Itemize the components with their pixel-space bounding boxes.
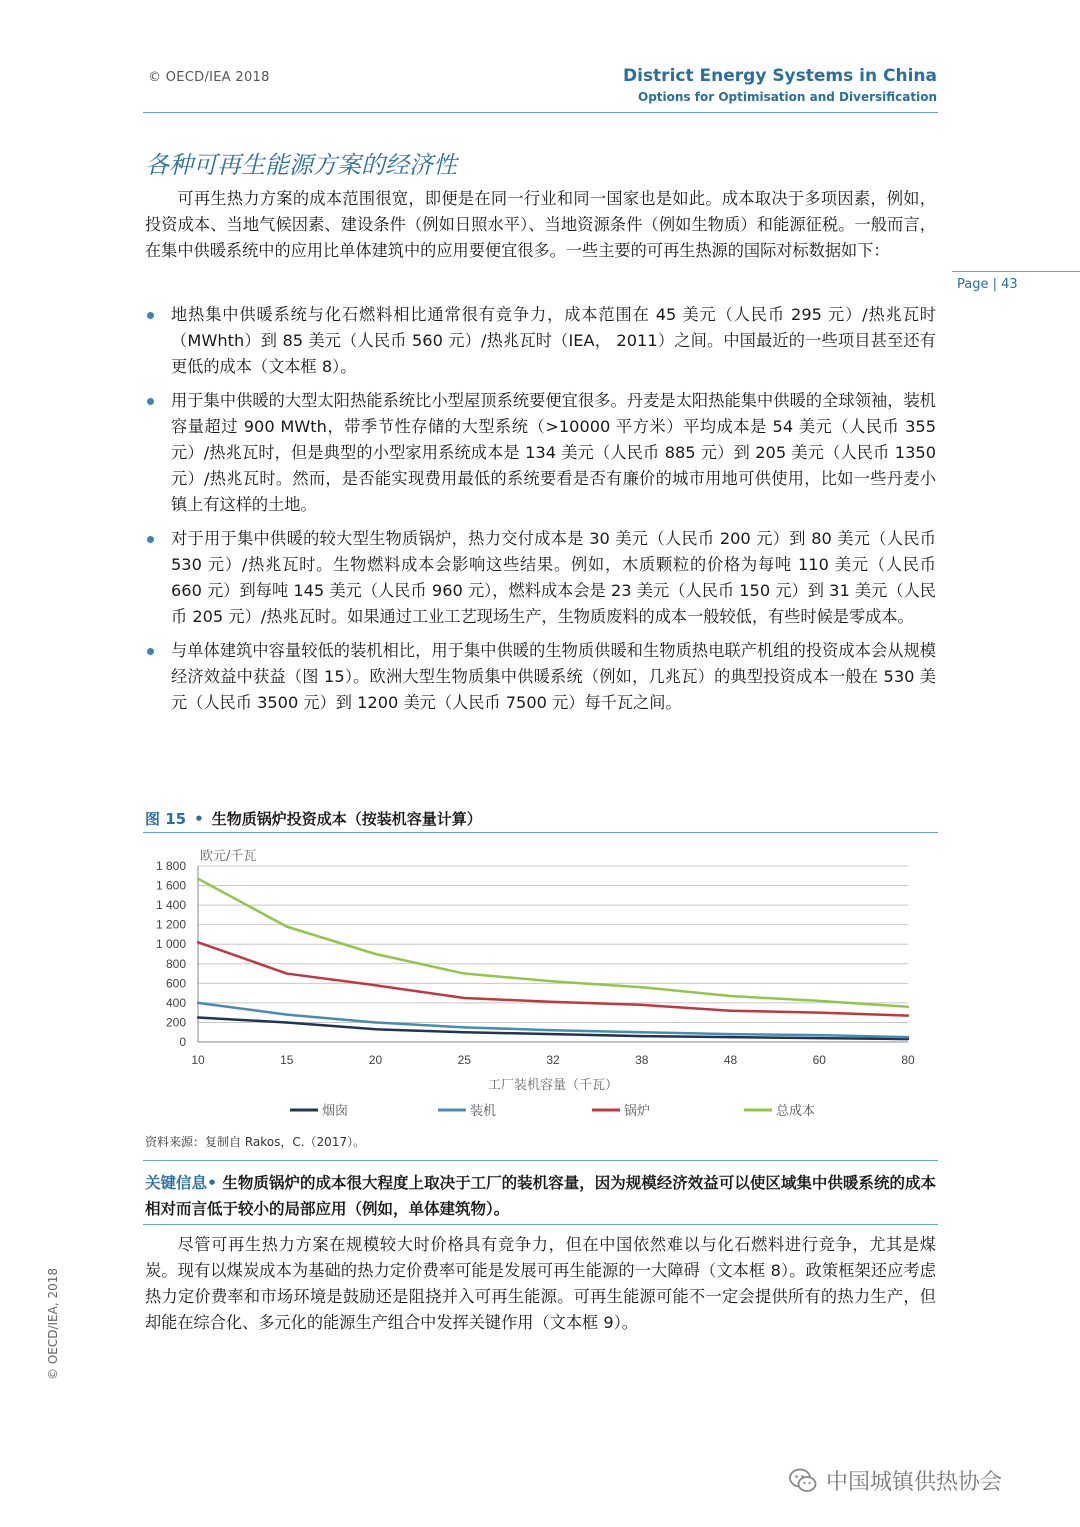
x-tick-label: 80 bbox=[901, 1053, 915, 1067]
bullet-text: 用于集中供暖的大型太阳热能系统比小型屋顶系统要便宜很多。丹麦是太阳热能集中供暖的全球领袖，装机容量超过 900 MWth，带季节性存储的大型系统（>10000 平方米）平均成本是 54 美元（人民币 355 元）/热兆瓦时，但是典型的小型家用系统成本是 134 美元（人民币 885 元）到 205 美元（人民币 1350 元）/热兆瓦时。然而，是否能实现费用最低的系统要看是否有廉价的城市用地可供使用，比如一些丹麦小镇上有这样的土地。 bbox=[171, 391, 936, 514]
header-divider bbox=[143, 112, 938, 113]
data-point bbox=[374, 1028, 376, 1030]
y-tick-label: 1 000 bbox=[155, 937, 186, 952]
side-copyright: © OECD/IEA, 2018 bbox=[46, 1267, 60, 1380]
x-tick-label: 25 bbox=[457, 1053, 471, 1067]
figure-caption bbox=[145, 808, 482, 829]
data-point bbox=[641, 1031, 643, 1033]
data-point bbox=[197, 1002, 199, 1004]
key-message-divider-top bbox=[143, 1160, 938, 1161]
figure-separator: • bbox=[194, 810, 204, 828]
data-point bbox=[286, 1021, 288, 1023]
x-tick-label: 32 bbox=[546, 1053, 560, 1067]
data-point bbox=[197, 1016, 199, 1018]
watermark bbox=[788, 1465, 1002, 1496]
section-title: 各种可再生能源方案的经济性 bbox=[145, 151, 457, 179]
series-line-1 bbox=[198, 1003, 908, 1037]
data-point bbox=[374, 1021, 376, 1023]
key-message bbox=[145, 1170, 936, 1222]
source-note: 资料来源：复制自 Rakos，C.（2017）。 bbox=[145, 1135, 366, 1149]
y-axis-label: 欧元/千瓦 bbox=[200, 849, 257, 864]
key-message-text: 生物质锅炉的成本很大程度上取决于工厂的装机容量，因为规模经济效益可以使区域集中供暖系统的成本相对而言低于较小的局部应用（例如，单体建筑物）。 bbox=[145, 1174, 936, 1218]
data-point bbox=[552, 1033, 554, 1035]
data-point bbox=[197, 941, 199, 943]
figure-number: 图 15 bbox=[145, 810, 187, 828]
wechat-icon bbox=[788, 1466, 818, 1496]
bullet-text: 对于用于集中供暖的较大型生物质锅炉，热力交付成本是 30 美元（人民币 200 元）到 80 美元（人民币 530 元）/热兆瓦时。生物燃料成本会影响这些结果。例如，木质颗粒的价格为每吨 110 美元（人民币 660 元）到每吨 145 美元（人民币 960 元），燃料成本会是 23 美元（人民币 150 元）到 31 美元（人民币 205 元）/热兆瓦时。如果通过工业工艺现场生产，生物质废料的成本一般较低，有些时候是零成本。 bbox=[171, 529, 936, 626]
y-tick-label: 200 bbox=[165, 1015, 186, 1030]
y-tick-label: 400 bbox=[165, 995, 186, 1010]
data-point bbox=[818, 1034, 820, 1036]
x-tick-label: 48 bbox=[723, 1053, 738, 1067]
figure-title: 生物质锅炉投资成本（按装机容量计算） bbox=[211, 810, 482, 828]
figure-divider bbox=[143, 832, 938, 833]
x-axis-label: 工厂装机容量（千瓦） bbox=[487, 1078, 619, 1093]
bullet-text: 地热集中供暖系统与化石燃料相比通常很有竞争力，成本范围在 45 美元（人民币 295 元）/热兆瓦时（MWhth）到 85 美元（人民币 560 元）/热兆瓦时（IEA， 2011）之间。中国最近的一些项目甚至还有更低的成本（文本框 8）。 bbox=[171, 305, 936, 376]
bullet-dot-icon bbox=[147, 648, 154, 655]
page-divider bbox=[952, 271, 1080, 272]
y-tick-label: 600 bbox=[165, 976, 186, 991]
legend-label: 烟囱 bbox=[322, 1104, 349, 1119]
data-point bbox=[552, 1001, 554, 1003]
data-point bbox=[729, 1033, 731, 1035]
watermark-text: 中国城镇供热协会 bbox=[826, 1470, 1003, 1495]
x-tick-label: 10 bbox=[191, 1053, 205, 1067]
bullet-dot-icon bbox=[147, 312, 154, 319]
data-point bbox=[463, 1026, 465, 1028]
data-point bbox=[729, 1036, 731, 1038]
x-tick-label: 60 bbox=[812, 1053, 826, 1067]
data-point bbox=[374, 953, 376, 955]
x-tick-label: 38 bbox=[635, 1053, 649, 1067]
key-message-label: 关键信息 bbox=[145, 1174, 208, 1192]
data-point bbox=[197, 878, 199, 880]
legend-label: 装机 bbox=[470, 1104, 497, 1119]
key-message-divider-bottom bbox=[143, 1224, 938, 1225]
y-tick-label: 1 800 bbox=[155, 859, 186, 873]
x-tick-label: 20 bbox=[368, 1053, 383, 1067]
page-number: Page | 43 bbox=[957, 277, 1018, 292]
y-tick-label: 1 600 bbox=[155, 878, 186, 893]
header-copyright: © OECD/IEA 2018 bbox=[148, 70, 270, 85]
data-point bbox=[286, 925, 288, 927]
bullet-item bbox=[145, 526, 936, 630]
y-tick-label: 0 bbox=[179, 1035, 186, 1049]
data-point bbox=[818, 1000, 820, 1002]
data-point bbox=[729, 995, 731, 997]
data-point bbox=[552, 980, 554, 982]
bullet-item bbox=[145, 302, 936, 380]
y-tick-label: 1 400 bbox=[155, 898, 186, 913]
x-tick-label: 15 bbox=[280, 1053, 294, 1067]
data-point bbox=[907, 1036, 909, 1038]
legend-label: 锅炉 bbox=[624, 1104, 651, 1119]
bullet-dot-icon bbox=[147, 536, 154, 543]
legend-label: 总成本 bbox=[776, 1104, 816, 1119]
data-point bbox=[463, 972, 465, 974]
intro-paragraph: 可再生热力方案的成本范围很宽，即便是在同一行业和同一国家也是如此。成本取决于多项因素，例如，投资成本、当地气候因素、建设条件（例如日照水平）、当地资源条件（例如生物质）和能源征税。一般而言，在集中供暖系统中的应用比单体建筑中的应用要便宜很多。一些主要的可再生热源的国际对标数据如下： bbox=[145, 189, 936, 260]
closing-paragraph: 尽管可再生热力方案在规模较大时价格具有竞争力，但在中国依然难以与化石燃料进行竞争，尤其是煤炭。现有以煤炭成本为基础的热力定价费率可能是发展可再生能源的一大障碍（文本框 8）。政策框架还应考虑热力定价费率和市场环境是鼓励还是阻挠并入可再生能源。可再生能源可能不一定会提供所有的热力生产，但却能在综合化、多元化的能源生产组合中发挥关键作用（文本框 9）。 bbox=[145, 1235, 936, 1332]
data-point bbox=[907, 1014, 909, 1016]
data-point bbox=[552, 1029, 554, 1031]
data-point bbox=[641, 986, 643, 988]
key-message-bullet: • bbox=[207, 1174, 217, 1192]
header-title: District Energy Systems in China bbox=[623, 66, 937, 86]
bullet-item bbox=[145, 388, 936, 518]
data-point bbox=[729, 1010, 731, 1012]
data-point bbox=[463, 1031, 465, 1033]
data-point bbox=[818, 1011, 820, 1013]
cost-line-chart bbox=[140, 840, 930, 1125]
data-point bbox=[641, 1035, 643, 1037]
data-point bbox=[463, 997, 465, 999]
series-line-2 bbox=[198, 942, 908, 1015]
data-point bbox=[907, 1006, 909, 1008]
bullet-item bbox=[145, 638, 936, 716]
data-point bbox=[286, 1013, 288, 1015]
y-tick-label: 1 200 bbox=[155, 917, 186, 932]
series-line-3 bbox=[198, 879, 908, 1007]
data-point bbox=[818, 1037, 820, 1039]
data-point bbox=[641, 1004, 643, 1006]
data-point bbox=[286, 972, 288, 974]
bullet-dot-icon bbox=[147, 398, 154, 405]
header-subtitle: Options for Optimisation and Diversification bbox=[638, 90, 937, 104]
data-point bbox=[374, 984, 376, 986]
bullet-text: 与单体建筑中容量较低的装机相比，用于集中供暖的生物质供暖和生物质热电联产机组的投资成本会从规模经济效益中获益（图 15）。欧洲大型生物质集中供暖系统（例如，几兆瓦）的典型投资成本一般在 530 美元（人民币 3500 元）到 1200 美元（人民币 7500 元）每千瓦之间。 bbox=[171, 641, 936, 712]
y-tick-label: 800 bbox=[165, 956, 186, 971]
bullet-list bbox=[145, 302, 936, 724]
